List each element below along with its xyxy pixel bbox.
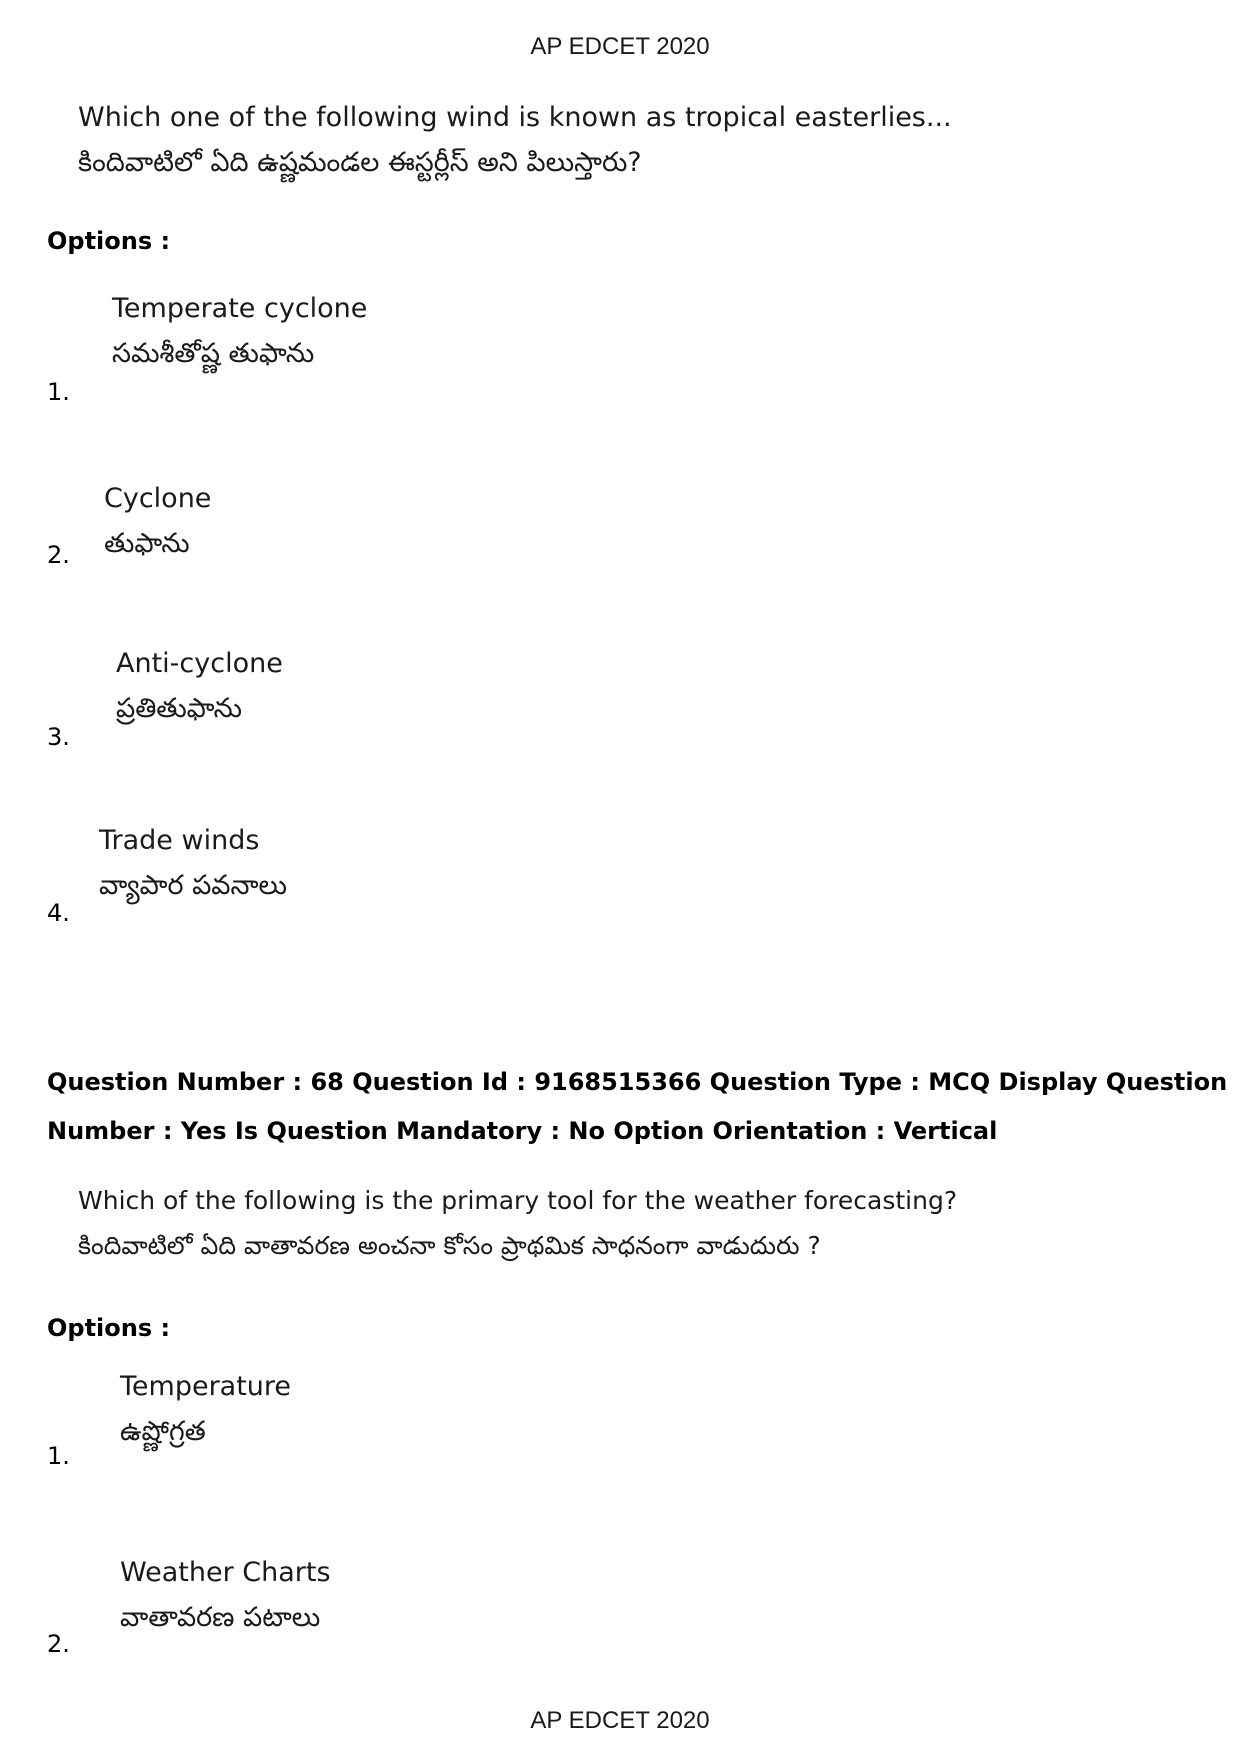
option-3-text (116, 641, 283, 731)
page-footer: AP EDCET 2020 (530, 1707, 710, 1734)
q68-option-1-text (120, 1364, 291, 1454)
question-68-meta (47, 1058, 1227, 1156)
question-68-text-te: కిందివాటిలో ఏది వాతావరణ అంచనా కోసం ప్రాథమిక సాధనంగా వాడుదురు ? (78, 1231, 821, 1260)
question-68-meta-line2: Number : Yes Is Question Mandatory : No Option Orientation : Vertical (47, 1117, 998, 1145)
options-label: Options : (47, 227, 171, 255)
q68-option-1-number: 1. (47, 1442, 70, 1470)
option-4-text (99, 818, 287, 908)
option-1-text-te: సమశీతోష్ణ తుఫాను (112, 338, 315, 369)
option-2-number: 2. (47, 541, 70, 569)
option-1-text (112, 286, 367, 376)
page-header: AP EDCET 2020 (530, 33, 710, 60)
q68-option-1-text-en: Temperature (120, 1371, 292, 1402)
option-4-text-en: Trade winds (99, 825, 260, 856)
question-68-meta-line1: Question Number : 68 Question Id : 9168515366 Question Type : MCQ Display Question (47, 1068, 1228, 1096)
option-3-number: 3. (47, 723, 70, 751)
option-2-text (104, 476, 211, 566)
option-4-number: 4. (47, 899, 70, 927)
option-2-text-en: Cyclone (104, 483, 212, 514)
q68-option-2-number: 2. (47, 1630, 70, 1658)
option-2-text-te: తుఫాను (104, 528, 190, 559)
q68-option-1-text-te: ఉష్ణోగ్రత (120, 1416, 206, 1447)
option-1-text-en: Temperate cyclone (112, 293, 368, 324)
question-67-text-te: కిందివాటిలో ఏది ఉష్ణమండల ఈస్టర్లీస్ అని పిలుస్తారు? (78, 147, 642, 178)
option-1-number: 1. (47, 378, 70, 406)
q68-option-2-text-te: వాతావరణ పటాలు (120, 1602, 321, 1633)
option-4-text-te: వ్యాపార పవనాలు (99, 870, 288, 901)
question-68-text-en: Which of the following is the primary tool for the weather forecasting? (78, 1186, 958, 1215)
q68-option-2-text-en: Weather Charts (120, 1557, 331, 1588)
option-3-text-en: Anti-cyclone (116, 648, 283, 679)
question-68-text (78, 1178, 957, 1268)
option-3-text-te: ప్రతితుఫాను (116, 693, 242, 724)
options-label-q68: Options : (47, 1314, 171, 1342)
question-67-text-en: Which one of the following wind is known as tropical easterlies... (78, 102, 952, 133)
question-67-text (78, 95, 952, 185)
q68-option-2-text (120, 1550, 331, 1640)
